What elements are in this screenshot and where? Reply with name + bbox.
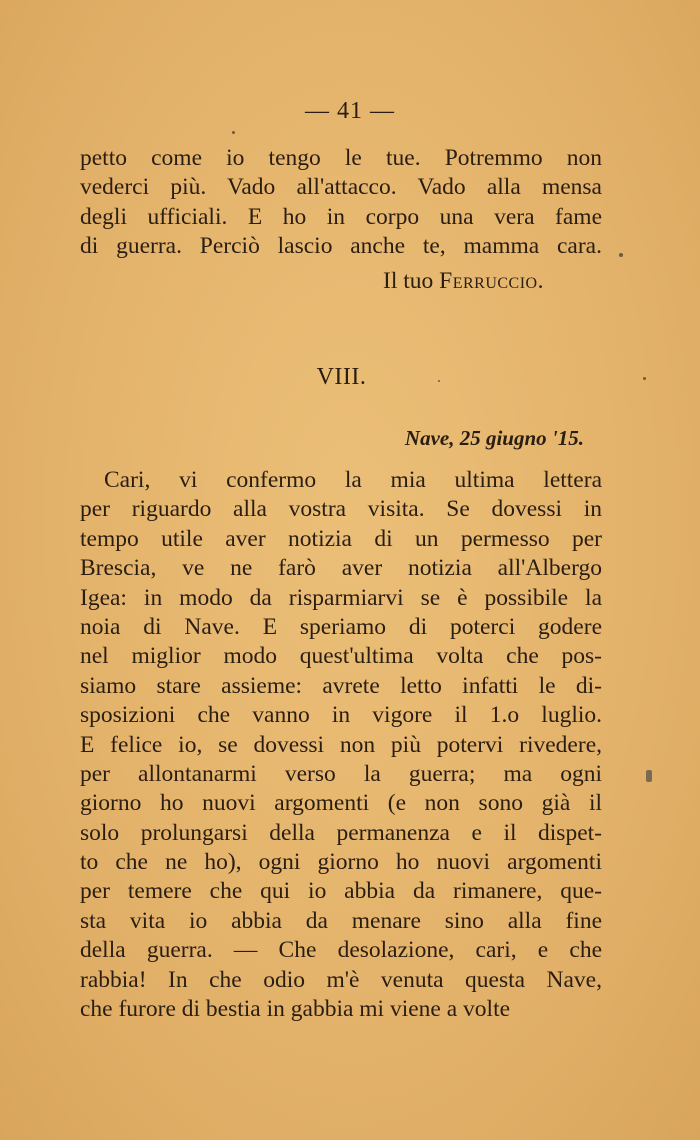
text-line: per temere che qui io abbia da rimanere, que-	[80, 878, 602, 905]
text-line: della guerra. — Che desolazione, cari, e che	[80, 937, 602, 964]
letter-dateline: Nave, 25 giugno '15.	[404, 426, 584, 450]
continued-paragraph	[80, 144, 602, 262]
text-line: vederci più. Vado all'attacco. Vado alla mensa	[80, 174, 602, 201]
text-line: che furore di bestia in gabbia mi viene a volte	[80, 996, 511, 1023]
text-line: Brescia, ve ne farò aver notizia all'Albergo	[80, 555, 602, 582]
text-line: sta vita io abbia da menare sino alla fine	[80, 907, 602, 934]
text-line: per riguardo alla vostra visita. Se dovessi in	[80, 496, 602, 523]
text-line: solo prolungarsi della permanenza e il dispet-	[80, 819, 602, 846]
text-line: sposizioni che vanno in vigore il 1.o luglio.	[80, 702, 602, 729]
text-line: Cari, vi confermo la mia ultima lettera	[104, 467, 602, 493]
text-line: to che ne ho), ogni giorno ho nuovi argomenti	[80, 849, 602, 876]
signature-prefix: Il tuo	[383, 268, 440, 294]
text-line: giorno ho nuovi argomenti (e non sono già il	[80, 790, 602, 817]
letter-paragraph	[80, 466, 602, 1024]
text-line: di guerra. Perciò lascio anche te, mamma cara.	[80, 233, 602, 260]
paper-speck	[232, 131, 235, 134]
text-line: petto come io tengo le tue. Potremmo non	[80, 145, 602, 171]
signature	[383, 268, 544, 295]
section-heading: VIII.	[316, 364, 367, 390]
paper-speck	[643, 377, 646, 380]
text-line: siamo stare assieme: avrete letto infatti le di-	[80, 672, 602, 699]
paper-speck	[646, 770, 652, 782]
text-line: noia di Nave. E speriamo di poterci godere	[80, 613, 602, 640]
signature-name: Ferruccio.	[439, 268, 544, 294]
paper-speck	[438, 380, 440, 382]
text-line: degli ufficiali. E ho in corpo una vera fame	[80, 203, 602, 230]
paper-speck	[619, 253, 623, 257]
page-number: — 41 —	[305, 98, 395, 124]
text-line: Igea: in modo da risparmiarvi se è possibile la	[80, 584, 602, 611]
text-line: per allontanarmi verso la guerra; ma ogni	[80, 760, 602, 787]
text-line: rabbia! In che odio m'è venuta questa Nave,	[80, 966, 602, 993]
text-line: tempo utile aver notizia di un permesso per	[80, 525, 602, 552]
text-line: nel miglior modo quest'ultima volta che pos-	[80, 643, 602, 670]
text-line: E felice io, se dovessi non più potervi rivedere,	[80, 731, 602, 758]
